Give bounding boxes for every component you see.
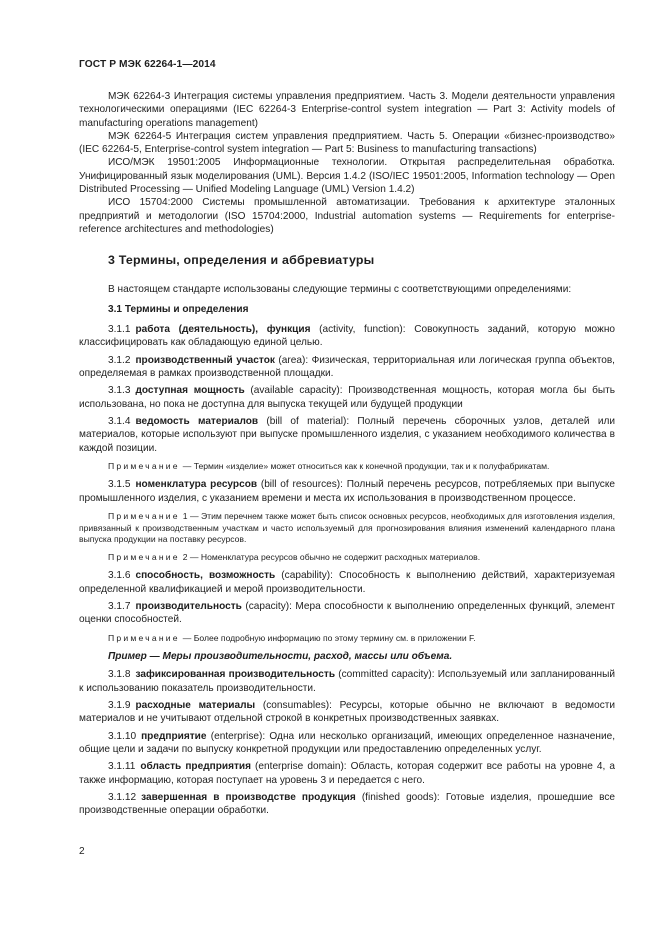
term-3-1-3: 3.1.3 доступная мощность (available capacity): Производственная мощность, которая могла бы быть использована, но пока не доступна для выпуска текущей или будущей продукции bbox=[79, 385, 616, 410]
reference-iec-62264-5: МЭК 62264-5 Интеграция систем управления предприятием. Часть 5. Операции «бизнес-производство» (IEC 62264-5, Enterprise-control system integration — Part 5: Business to manufacturing transactions) bbox=[79, 130, 615, 156]
section-intro: В настоящем стандарте использованы следующие термины с соответствующими определениями: bbox=[108, 283, 572, 295]
reference-iec-62264-3: МЭК 62264-3 Интеграция системы управления предприятием. Часть 3. Модели деятельности управления технологическими операциями (IEC 62264-3 Enterprise-control system integration — Part 3: Activity models of manufacturing operations management) bbox=[79, 91, 615, 129]
term-3-1-12: 3.1.12 завершенная в производстве продукция (finished goods): Готовые изделия, прошедшие все производственные операции обработки. bbox=[79, 791, 615, 817]
term-3-1-11: 3.1.11 область предприятия (enterprise domain): Область, которая содержит все работы на уровне 4, а также информацию, которая поступает на уровень 3 и передается с него. bbox=[79, 761, 615, 786]
page-number: 2 bbox=[79, 846, 85, 857]
note-capacity: Примечание — Более подробную информацию по этому термину см. в приложении F. bbox=[108, 632, 476, 643]
page-body bbox=[79, 90, 615, 817]
term-3-1-5: 3.1.5 номенклатура ресурсов (bill of resources): Полный перечень ресурсов, потребляемых при выпуске промышленного изделия, с указанием времени и места их использования в производственном процессе. bbox=[79, 479, 615, 504]
term-3-1-10: 3.1.10 предприятие (enterprise): Одна или несколько организаций, имеющих определенное назначение, общие цели и задачи по выпуску конкретной продукции или предоставлению определенных услуг. bbox=[79, 730, 615, 755]
term-3-1-1: 3.1.1 работа (деятельность), функция (activity, function): Совокупность заданий, которую можно классифицировать как обладающую единой целью. bbox=[79, 324, 616, 349]
reference-iso-iec-19501: ИСО/МЭК 19501:2005 Информационные технологии. Открытая распределительная обработка. Унифицированный язык моделирования (UML). Версия 1.4.2 (ISO/IEC 19501:2005, Information technology — Open Distributed Processing — Unified Modeling Language (UML) Version 1.4.2) bbox=[79, 157, 615, 196]
term-3-1-4: 3.1.4 ведомость материалов (bill of material): Полный перечень сборочных узлов, деталей или материалов, которые используют при выпуске промышленного изделия, с указанием необходимого количества в каждой позиции. bbox=[79, 415, 615, 454]
reference-iso-15704: ИСО 15704:2000 Системы промышленной автоматизации. Требования к архитектуре эталонных предприятий и методологии (ISO 15704:2000, Industrial automation systems — Requirements for enterprise-reference architectures and methodologies) bbox=[79, 197, 615, 235]
note-semi-finished: Примечание — Термин «изделие» может относиться как к конечной продукции, так и к полуфабрикатам. bbox=[108, 460, 550, 471]
term-3-1-7: 3.1.7 производительность (capacity): Мера способности к выполнению определенных функций, элемент оценки способностей. bbox=[79, 600, 615, 626]
section-title: 3 Термины, определения и аббревиатуры bbox=[108, 253, 375, 268]
running-header: ГОСТ Р МЭК 62264-1—2014 bbox=[79, 59, 216, 70]
term-3-1-9: 3.1.9 расходные материалы (consumables): Ресурсы, которые обычно не включают в ведомости материалов и не учитывают отдельной строкой в конкретных производственных заявках. bbox=[79, 700, 615, 725]
example-capacity: Пример — Меры производительности, расход, массы или объема. bbox=[108, 651, 453, 663]
term-3-1-2: 3.1.2 производственный участок (area): Физическая, территориальная или логическая группа объектов, определяемая в рамках производственной площадки. bbox=[79, 354, 615, 380]
term-3-1-8: 3.1.8 зафиксированная производительность (committed capacity): Используемый или запланированный к использованию показатель производительности. bbox=[79, 669, 615, 694]
term-3-1-6: 3.1.6 способность, возможность (capability): Способность к выполнению действий, характеризуемая определенной квалификацией и мерой производительности. bbox=[79, 570, 615, 595]
note-resources-2: Примечание 2 — Номенклатура ресурсов обычно не содержит расходных материалов. bbox=[108, 551, 481, 562]
subsection-title: 3.1 Термины и определения bbox=[108, 303, 249, 315]
note-resources-1: Примечание 1 — Этим перечнем также может быть список основных ресурсов, необходимых для изготовления изделия, привязанный к производственным участкам и часто используемый для прогнозирования влияния изменений календарного плана выпуска продукции на поставку ресурсов. bbox=[79, 511, 615, 545]
